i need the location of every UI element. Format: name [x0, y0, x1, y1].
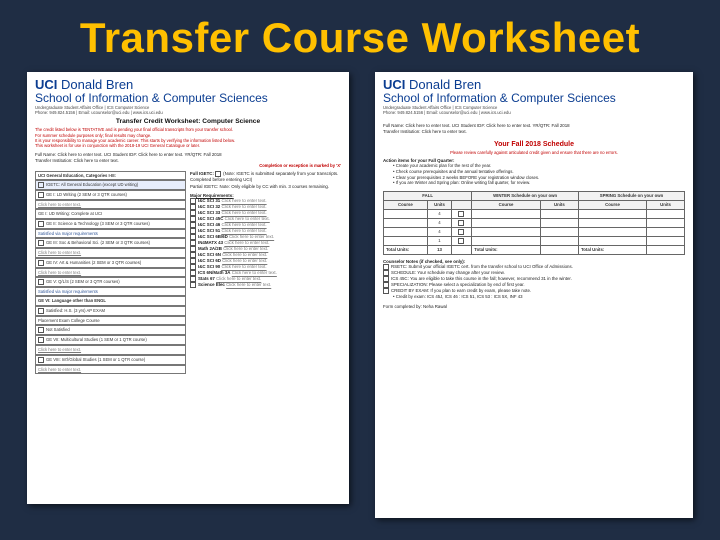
ge-entry: Satisfied via major requirements [35, 287, 186, 296]
major-row[interactable]: Science Elec Click here to enter text. [190, 282, 341, 288]
partial-igetc-row[interactable]: Partial IGETC: Note: Only eligible by CC with min. 3 courses remaining. [190, 184, 330, 190]
course-cell[interactable] [472, 209, 541, 218]
major-header: Major Requirements: [190, 192, 234, 198]
ge-row[interactable]: GE IV: Art & Humanities (2 SEM or 3 QTR courses) [35, 258, 186, 268]
worksheet-title: Transfer Credit Worksheet: Computer Science [115, 118, 261, 126]
course-cell[interactable] [578, 218, 646, 227]
completion-note: Completion or exception is marked by 'X' [259, 163, 341, 169]
course-cell[interactable] [384, 227, 428, 236]
ge-header: UCI General Education, Categories I-III: [35, 171, 186, 180]
ge-row[interactable]: IGETC: All General Education (except UD writing) [35, 180, 186, 190]
note-row[interactable]: RSETC: Submit your official IGETC cert. from the transfer school to UCI Office of Admissions. [383, 264, 685, 270]
org-logo-text: UCI Donald Bren [383, 77, 482, 92]
course-cell[interactable] [472, 227, 541, 236]
spring-header: SPRING Schedule on your own [578, 191, 684, 200]
ge-row: GE I: UD Writing: Complete at UCI [35, 209, 186, 218]
transfer-credit-worksheet-page [27, 72, 349, 504]
course-cell[interactable] [384, 209, 428, 218]
course-cell[interactable] [578, 209, 646, 218]
units-cell[interactable] [540, 236, 578, 245]
note-row[interactable]: SCHEDULE: Your schedule may change after your review. [383, 270, 685, 276]
school-name: School of Information & Computer Sciences [35, 91, 268, 105]
table-row [384, 209, 685, 218]
ge-row[interactable]: GE VIII: Int'l/Global Studies (1 SEM or 1 QTR course) [35, 355, 186, 365]
ge-row: Placement Exam College Course [35, 316, 186, 325]
notice-line: The credit listed below is TENTATIVE and is pending your final official transcripts from your transfer school. [35, 127, 233, 133]
major-row[interactable]: I&C SCI 45C Click here to enter text. [190, 216, 341, 222]
checkbox[interactable] [458, 238, 464, 244]
office-contact: Phone: 949.824.5156 | Email: ucounselor@uci.edu | www.ics.uci.edu [35, 110, 163, 116]
winter-header: WINTER Schedule on your own [472, 191, 579, 200]
table-row [384, 227, 685, 236]
total-label: Total Units: [472, 245, 541, 254]
col-header: Course [472, 200, 541, 209]
ge-entry[interactable]: Click here to enter text. [35, 248, 186, 257]
ge-row[interactable]: GE V: Q/L/S (2 SEM or 3 QTR courses) [35, 277, 186, 287]
units-cell[interactable] [647, 227, 685, 236]
course-cell[interactable] [472, 236, 541, 245]
office-line: Undergraduate Student Affairs Office | ICS Computer Science [35, 105, 150, 110]
checkbox[interactable] [38, 279, 44, 285]
action-item: • Create your academic plan for the rest of the year. [393, 163, 492, 169]
checkbox[interactable] [38, 327, 44, 333]
units-cell[interactable] [540, 209, 578, 218]
course-cell[interactable] [578, 236, 646, 245]
ge-row: GE VI: Language other than ENGL [35, 296, 186, 305]
note-row[interactable]: ICS 45C: You are eligible to take this course in the fall; however, recommend 31 in the winter. [383, 276, 685, 282]
units-cell[interactable] [540, 218, 578, 227]
checkbox[interactable] [38, 260, 44, 266]
notice-line: It is your responsibility to manage your academic career. This starts by verifying the information listed below. [35, 137, 236, 143]
major-row[interactable]: Math 2A/2B Click here to enter text. [190, 246, 341, 252]
major-column [190, 171, 341, 374]
major-row[interactable]: I&C SCI 6D Click here to enter text. [190, 258, 341, 264]
ge-row[interactable]: GE I: LD Writing (2 SEM or 3 QTR courses) [35, 190, 186, 200]
institution-line[interactable]: Transfer Institution: Click here to enter text. [35, 157, 119, 163]
total-label: Total Units: [384, 245, 428, 254]
schedule-title: Your Fall 2018 Schedule [493, 140, 574, 148]
ge-entry: Satisfied via major requirements [35, 229, 186, 238]
units-cell: 4 [427, 227, 451, 236]
totals-row [384, 245, 685, 254]
name-line[interactable]: Full Name: Click here to enter text. UCI Student ID#: Click here to enter text. YR/QTR: Fall 2018 [383, 123, 570, 129]
schedule-table [383, 191, 685, 255]
name-line[interactable]: Full Name: Click here to enter text. UCI Student ID#: Click here to enter text. YR/QTR: Fall 2018 [35, 152, 222, 158]
ge-row[interactable]: Not Satisfied [35, 325, 186, 335]
ge-row[interactable]: GE III: Soc & Behavioral Sci. (2 SEM or 3 QTR courses) [35, 238, 186, 248]
checkbox[interactable] [383, 288, 389, 294]
slide-title: Transfer Course Worksheet [79, 14, 641, 61]
ge-entry[interactable]: Click here to enter text. [35, 200, 186, 209]
total-label: Total Units: [578, 245, 646, 254]
checkbox[interactable] [38, 337, 44, 343]
units-cell[interactable] [647, 209, 685, 218]
units-cell[interactable] [540, 227, 578, 236]
course-cell[interactable] [384, 236, 428, 245]
notes-header: Counselor Notes (if checked, see only): [383, 258, 466, 264]
course-cell[interactable] [384, 218, 428, 227]
major-row[interactable]: I&C SCI 32 Click here to enter text. [190, 204, 341, 210]
note-row[interactable]: CREDIT BY EXAM: If you plan to earn credit by exam, please take note. [383, 288, 685, 294]
units-cell[interactable] [647, 236, 685, 245]
org-logo-text: UCI Donald Bren [35, 77, 134, 92]
school-name: School of Information & Computer Sciences [383, 91, 616, 105]
col-header: Units [540, 200, 578, 209]
ge-entry[interactable]: Click here to enter text. [35, 268, 186, 277]
major-row[interactable]: I&C SCI 6N Click here to enter text. [190, 252, 341, 258]
action-item: • Clear your prerequisites 2 weeks BEFORE your registration window closes. [393, 174, 540, 180]
major-row[interactable]: I&C SCI 33 Click here to enter text. [190, 210, 341, 216]
checkbox[interactable] [38, 308, 44, 314]
table-row [384, 236, 685, 245]
major-row[interactable]: Stats 67 Click here to enter text. [190, 276, 341, 282]
major-row[interactable]: I&C SCI 6B/6D Click here to enter text. [190, 234, 341, 240]
checkbox[interactable] [190, 282, 196, 288]
fall-schedule-page [375, 72, 693, 518]
major-row[interactable]: IN4MATX 43 Click here to enter text. [190, 240, 341, 246]
action-header: Action items for your Fall Quarter: [383, 157, 455, 163]
checkbox[interactable] [38, 240, 44, 246]
checkbox[interactable] [38, 192, 44, 198]
checkbox[interactable] [38, 182, 44, 188]
major-row[interactable]: I&C SCI 51 Click here to enter text. [190, 228, 341, 234]
note-detail: • Credit by exam: ICS 45J, ICS 46 : ICS 51, ICS 53 : ICS 5X, INF 43 [393, 294, 523, 300]
notice-line: For summer schedule purposes only; final results may change. [35, 132, 152, 138]
checkbox[interactable] [458, 211, 464, 217]
col-header: Units [647, 200, 685, 209]
action-item: • If you are Winter and Spring plan: Online writing fall quarter, for review. [393, 180, 531, 186]
major-row[interactable]: I&C SCI 31 Click here to enter text. [190, 198, 341, 204]
major-row[interactable]: I&C SCI 90 Click here to enter text. [190, 264, 341, 270]
ge-entry[interactable]: Click here to enter text. [35, 365, 186, 374]
checkbox[interactable] [38, 357, 44, 363]
fall-header: FALL [384, 191, 472, 200]
igetc-row[interactable]: Full IGETC: (Note: IGETC is submitted separately from your transcripts. Completed before entering UCI) [190, 170, 339, 182]
col-header: Course [384, 200, 428, 209]
units-cell: 1 [427, 236, 451, 245]
prepared-by: Form completed by: Neha Rawal [383, 303, 447, 309]
course-cell[interactable] [472, 218, 541, 227]
total-fall-units: 13 [427, 245, 451, 254]
ge-entry[interactable]: Click here to enter text. [35, 345, 186, 354]
notice-line: This worksheet is for use in conjunction with the 2018-19 UCI General Catalogue or later. [35, 143, 201, 149]
ge-row[interactable]: GE VII: Multicultural Studies (1 SEM or 1 QTR course) [35, 335, 186, 345]
checkbox[interactable] [38, 221, 44, 227]
ge-row[interactable]: GE II: Science & Technology (3 SEM or 3 QTR courses) [35, 219, 186, 229]
ge-row[interactable]: Satisfied: H.S. (3 yrs) AP EXAM [35, 306, 186, 316]
col-header: Course [578, 200, 646, 209]
checkbox[interactable] [458, 229, 464, 235]
course-cell[interactable] [578, 227, 646, 236]
action-item: • Check course prerequisites and the annual tentative offerings. [393, 168, 514, 174]
units-cell: 4 [427, 218, 451, 227]
office-line: Undergraduate Student Affairs Office | ICS Computer Science [383, 105, 498, 110]
note-row[interactable]: SPECIALIZATION: Please select a specialization by end of first year. [383, 282, 685, 288]
units-cell[interactable] [647, 218, 685, 227]
table-row [384, 218, 685, 227]
checkbox[interactable] [458, 220, 464, 226]
major-row[interactable]: I&C SCI 46 Click here to enter text. [190, 222, 341, 228]
col-header: Units [427, 200, 451, 209]
institution-line[interactable]: Transfer Institution: Click here to enter text. [383, 129, 467, 134]
units-cell: 4 [427, 209, 451, 218]
schedule-note: Please review carefully against articulated credit given and ensure that there are no errors. [450, 149, 618, 155]
ge-column [35, 171, 186, 374]
office-contact: Phone: 949.824.5156 | Email: ucounselor@uci.edu | www.ics.uci.edu [383, 110, 511, 116]
col-header [452, 200, 472, 209]
major-row[interactable]: ICS 6N/Math 3A Click here to enter text. [190, 270, 341, 276]
